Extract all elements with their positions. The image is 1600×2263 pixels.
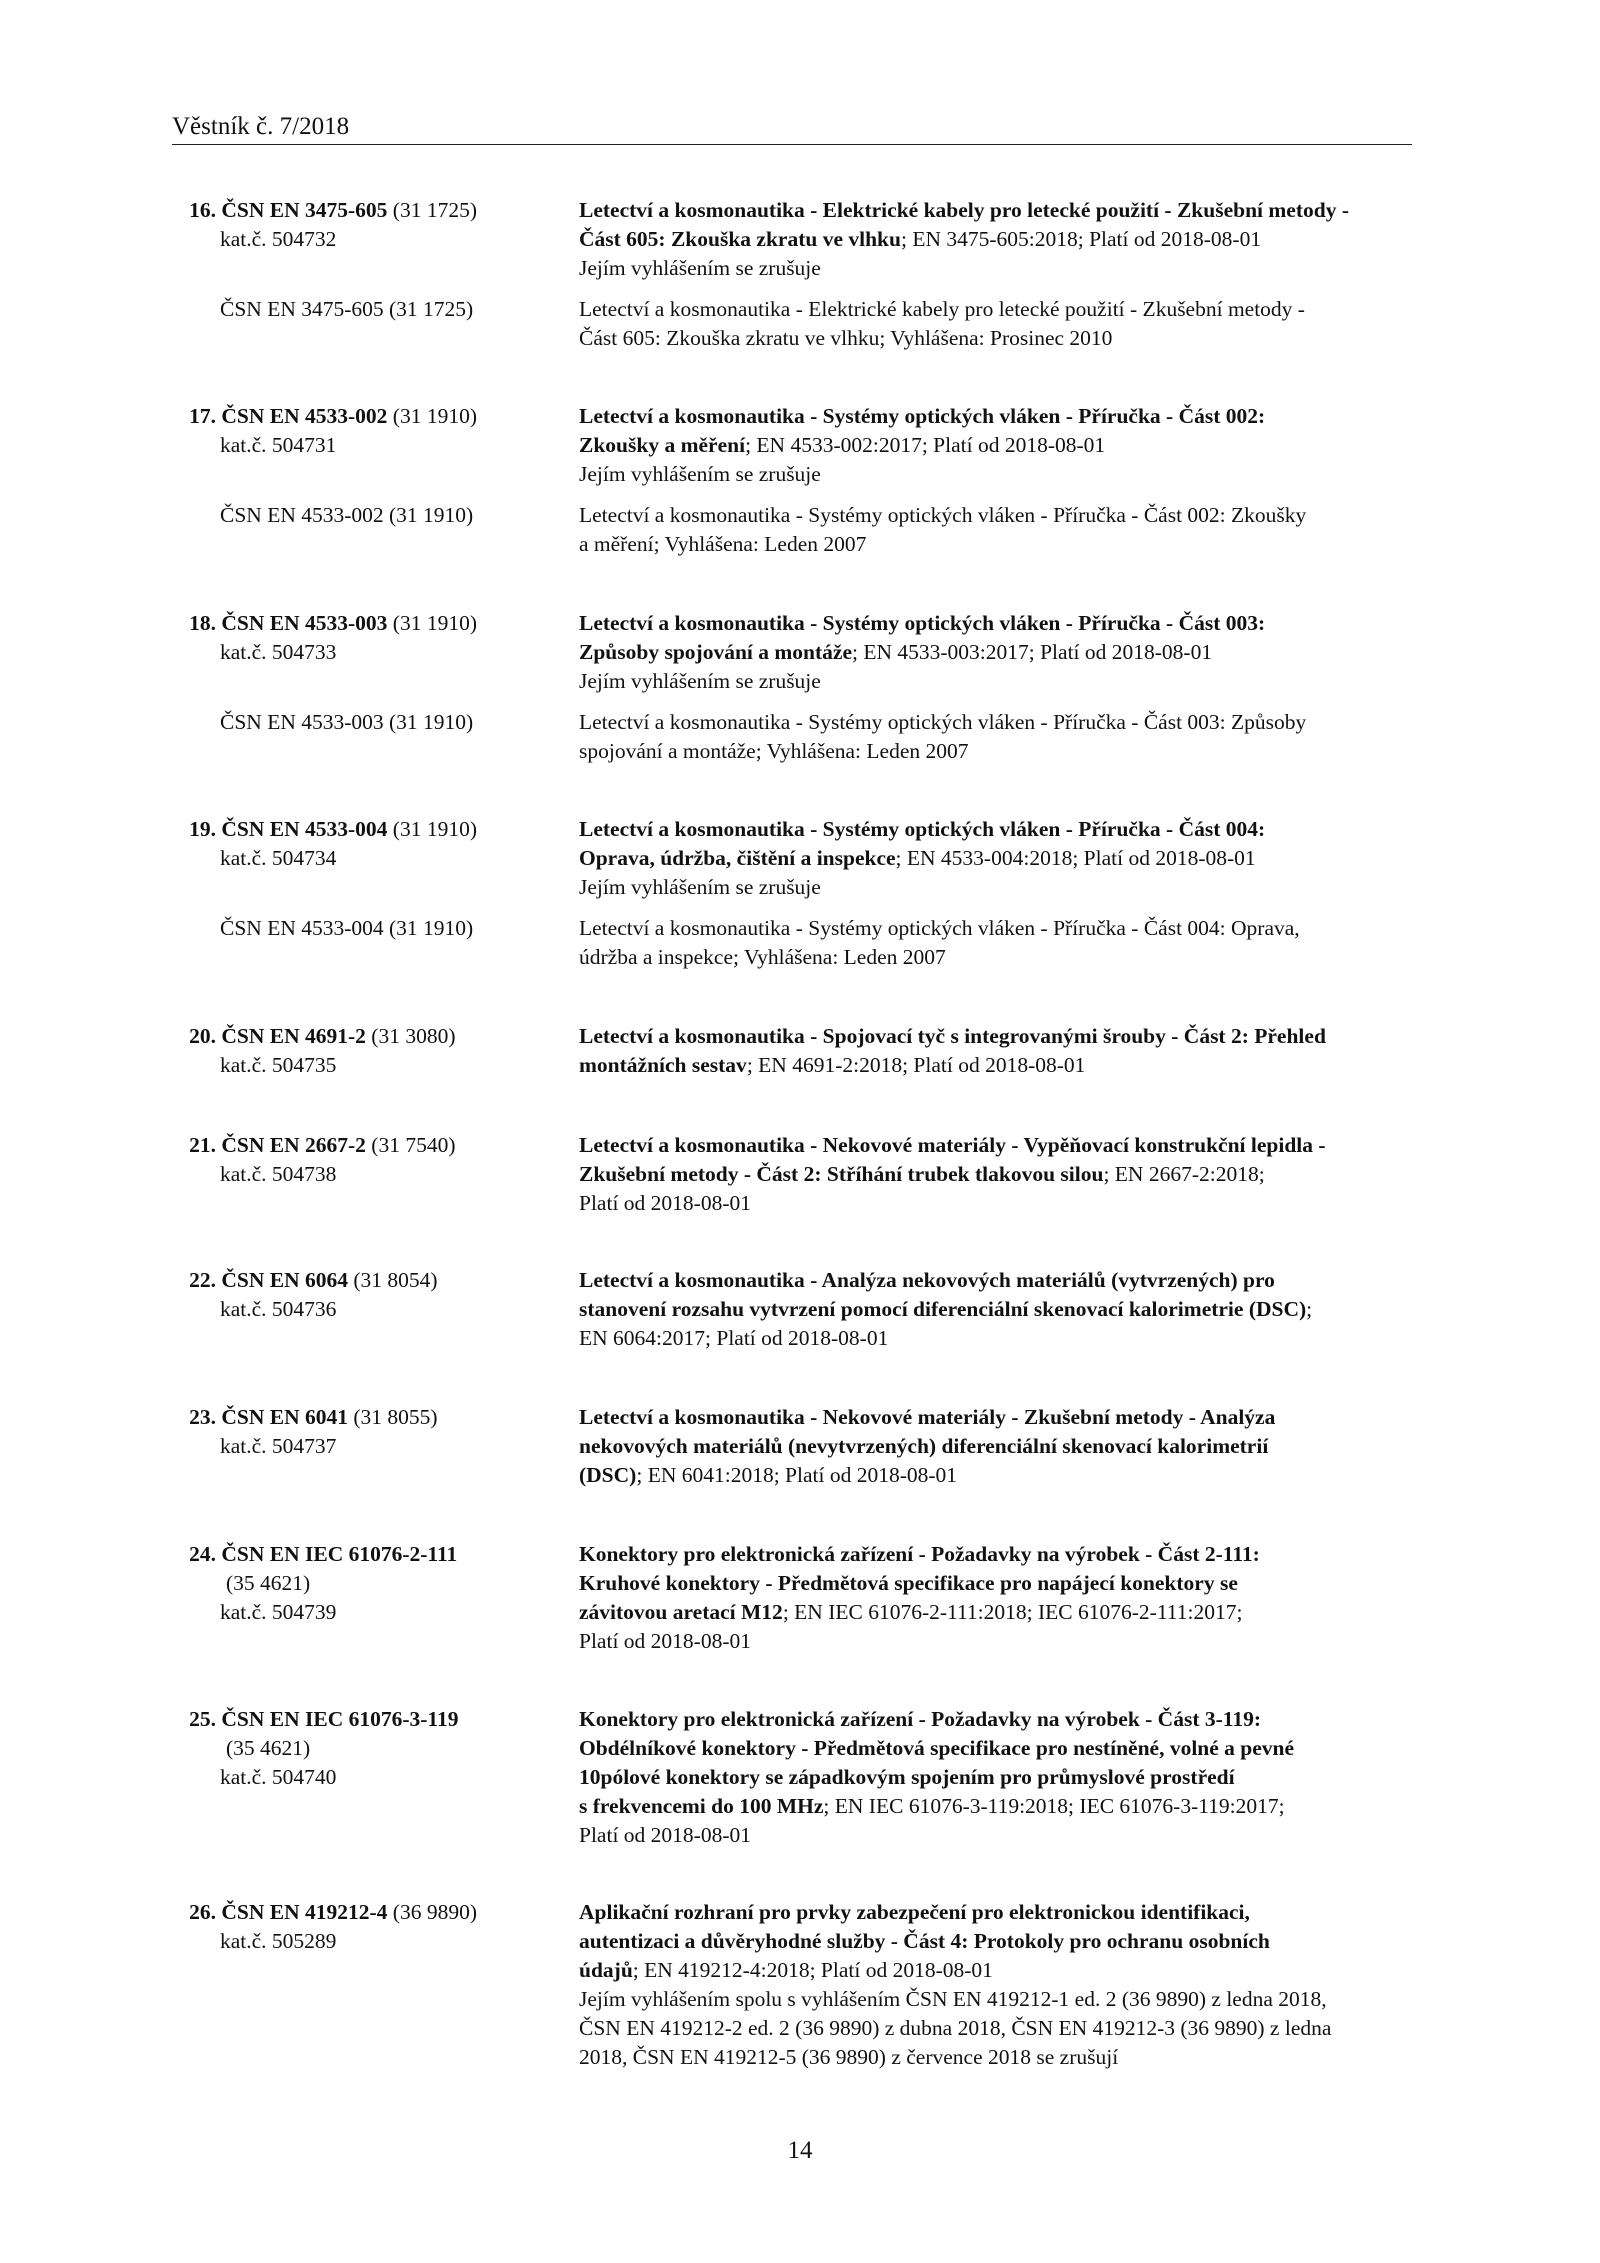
title-line: Aplikační rozhraní pro prvky zabezpečení pro elektronickou identifikaci, (579, 1900, 1250, 1924)
entry-description (579, 1131, 1412, 1218)
class-code: (31 7540) (371, 1133, 456, 1157)
title-details: Platí od 2018-08-01 (579, 1823, 751, 1847)
title-details: ; EN 3475-605:2018; Platí od 2018-08-01 (900, 227, 1262, 251)
class-code: (35 4621) (226, 1736, 311, 1760)
replaces-note: Jejím vyhlášením se zrušuje (579, 462, 821, 486)
catalog-number: kat.č. 504735 (220, 1053, 337, 1077)
entry-identifier (172, 1540, 572, 1627)
title-line: 10pólové konektory se západkovým spojením pro průmyslové prostředí (579, 1765, 1235, 1789)
replaced-standard-code: ČSN EN 4533-003 (31 1910) (220, 710, 474, 734)
replaced-standard-code-wrap (172, 708, 572, 737)
title-details: ; EN 4533-002:2017; Platí od 2018-08-01 (745, 433, 1106, 457)
entry-number: 16. (189, 198, 216, 222)
class-code: (31 1910) (392, 404, 477, 428)
entry-identifier (172, 609, 572, 667)
title-details: EN 6064:2017; Platí od 2018-08-01 (579, 1326, 889, 1350)
entry-identifier (172, 815, 572, 873)
replaced-line: spojování a montáže; Vyhlášena: Leden 2007 (579, 739, 969, 763)
title-details: ; EN 419212-4:2018; Platí od 2018-08-01 (632, 1958, 993, 1982)
entry-number: 21. (189, 1133, 216, 1157)
class-code: (31 1910) (392, 611, 477, 635)
standard-code: ČSN EN 3475-605 (221, 198, 388, 222)
title-line: montážních sestav (579, 1053, 747, 1077)
title-line: s frekvencemi do 100 MHz (579, 1794, 824, 1818)
title-line: Oprava, údržba, čištění a inspekce (579, 846, 896, 870)
replaced-line: Letectví a kosmonautika - Systémy optických vláken - Příručka - Část 004: Oprava, (579, 916, 1300, 940)
entry-number: 22. (189, 1268, 216, 1292)
entry-description (579, 1898, 1412, 2072)
entry-description (579, 1022, 1412, 1080)
standard-code: ČSN EN 419212-4 (221, 1900, 388, 1924)
standard-code: ČSN EN 6064 (221, 1268, 349, 1292)
title-details: ; EN 4691-2:2018; Platí od 2018-08-01 (746, 1053, 1086, 1077)
entry-identifier (172, 402, 572, 460)
replaced-standard-description (579, 914, 1412, 972)
class-code: (36 9890) (392, 1900, 477, 1924)
title-line: Letectví a kosmonautika - Elektrické kabely pro letecké použití - Zkušební metody - (579, 198, 1350, 222)
header-rule (172, 144, 1412, 145)
replaced-standard-code-wrap (172, 501, 572, 530)
replaced-standard-description (579, 708, 1412, 766)
title-line: Zkušební metody - Část 2: Stříhání trubek tlakovou silou (579, 1162, 1104, 1186)
title-line: Způsoby spojování a montáže (579, 640, 852, 664)
catalog-number: kat.č. 504737 (220, 1434, 337, 1458)
title-line: Konektory pro elektronická zařízení - Požadavky na výrobek - Část 3-119: (579, 1707, 1261, 1731)
entry-description (579, 1266, 1412, 1353)
catalog-number: kat.č. 504732 (220, 227, 337, 251)
title-line: Obdélníkové konektory - Předmětová specifikace pro nestíněné, volné a pevné (579, 1736, 1295, 1760)
standard-code: ČSN EN 6041 (221, 1405, 349, 1429)
title-details: ; EN 4533-004:2018; Platí od 2018-08-01 (895, 846, 1256, 870)
replaced-standard-code-wrap (172, 295, 572, 324)
catalog-number: kat.č. 504740 (220, 1765, 337, 1789)
entry-description (579, 1403, 1412, 1490)
replaces-note: Jejím vyhlášením spolu s vyhlášením ČSN EN 419212-1 ed. 2 (36 9890) z ledna 2018, (579, 1987, 1327, 2011)
replaced-line: Část 605: Zkouška zkratu ve vlhku; Vyhlášena: Prosinec 2010 (579, 326, 1113, 350)
standard-code: ČSN EN 4691-2 (221, 1024, 366, 1048)
replaces-note: Jejím vyhlášením se zrušuje (579, 875, 821, 899)
title-line: závitovou aretací M12 (579, 1600, 783, 1624)
title-line: Letectví a kosmonautika - Nekovové materiály - Vypěňovací konstrukční lepidla - (579, 1133, 1326, 1157)
class-code: (31 1725) (392, 198, 477, 222)
title-line: Letectví a kosmonautika - Spojovací tyč s integrovanými šrouby - Část 2: Přehled (579, 1024, 1326, 1048)
replaced-line: Letectví a kosmonautika - Systémy optických vláken - Příručka - Část 002: Zkoušky (579, 503, 1307, 527)
title-details: ; EN 6041:2018; Platí od 2018-08-01 (636, 1463, 958, 1487)
page-header: Věstník č. 7/2018 (172, 113, 350, 140)
entry-number: 24. (189, 1542, 216, 1566)
title-line: údajů (579, 1958, 633, 1982)
entry-description (579, 815, 1412, 902)
standard-code: ČSN EN IEC 61076-3-119 (221, 1707, 459, 1731)
title-line: (DSC) (579, 1463, 637, 1487)
title-line: Kruhové konektory - Předmětová specifikace pro napájecí konektory se (579, 1571, 1238, 1595)
catalog-number: kat.č. 504739 (220, 1600, 337, 1624)
title-details: Platí od 2018-08-01 (579, 1629, 751, 1653)
title-details: ; EN 2667-2:2018; (1103, 1162, 1265, 1186)
title-details: ; EN IEC 61076-2-111:2018; IEC 61076-2-111:2017; (782, 1600, 1243, 1624)
title-line: Část 605: Zkouška zkratu ve vlhku (579, 227, 901, 251)
title-line: stanovení rozsahu vytvrzení pomocí diferenciální skenovací kalorimetrie (DSC) (579, 1297, 1307, 1321)
entry-number: 19. (189, 817, 216, 841)
class-code: (31 1910) (392, 817, 477, 841)
title-line: Letectví a kosmonautika - Systémy optických vláken - Příručka - Část 003: (579, 611, 1266, 635)
entry-identifier (172, 196, 572, 254)
replaces-note: ČSN EN 419212-2 ed. 2 (36 9890) z dubna 2018, ČSN EN 419212-3 (36 9890) z ledna (579, 2016, 1332, 2040)
entry-number: 20. (189, 1024, 216, 1048)
catalog-number: kat.č. 504738 (220, 1162, 337, 1186)
entry-number: 23. (189, 1405, 216, 1429)
replaced-line: Letectví a kosmonautika - Elektrické kabely pro letecké použití - Zkušební metody - (579, 297, 1305, 321)
replaced-standard-description (579, 501, 1412, 559)
entry-description (579, 196, 1412, 283)
title-details: ; EN IEC 61076-3-119:2018; IEC 61076-3-119:2017; (823, 1794, 1285, 1818)
entry-description (579, 1540, 1412, 1656)
title-line: nekovových materiálů (nevytvrzených) diferenciální skenovací kalorimetrií (579, 1434, 1269, 1458)
catalog-number: kat.č. 504736 (220, 1297, 337, 1321)
entry-number: 17. (189, 404, 216, 428)
catalog-number: kat.č. 504734 (220, 846, 337, 870)
entry-description (579, 1705, 1412, 1850)
entry-identifier (172, 1022, 572, 1080)
replaced-standard-code: ČSN EN 4533-002 (31 1910) (220, 503, 474, 527)
replaced-line: a měření; Vyhlášena: Leden 2007 (579, 532, 867, 556)
entry-identifier (172, 1898, 572, 1956)
entry-description (579, 609, 1412, 696)
class-code: (31 3080) (371, 1024, 456, 1048)
standard-code: ČSN EN 4533-003 (221, 611, 388, 635)
entry-number: 26. (189, 1900, 216, 1924)
title-line: Zkoušky a měření (579, 433, 746, 457)
replaced-standard-description (579, 295, 1412, 353)
class-code: (35 4621) (226, 1571, 311, 1595)
title-line: Letectví a kosmonautika - Nekovové materiály - Zkušební metody - Analýza (579, 1405, 1276, 1429)
class-code: (31 8055) (353, 1405, 438, 1429)
standard-code: ČSN EN 4533-002 (221, 404, 388, 428)
replaced-standard-code-wrap (172, 914, 572, 943)
title-line: autentizaci a důvěryhodné služby - Část 4: Protokoly pro ochranu osobních (579, 1929, 1270, 1953)
replaced-line: Letectví a kosmonautika - Systémy optických vláken - Příručka - Část 003: Způsoby (579, 710, 1307, 734)
entry-number: 18. (189, 611, 216, 635)
entry-description (579, 402, 1412, 489)
page-number: 14 (787, 2137, 813, 2164)
catalog-number: kat.č. 504731 (220, 433, 337, 457)
replaces-note: Jejím vyhlášením se zrušuje (579, 256, 821, 280)
entry-identifier (172, 1266, 572, 1324)
title-line: Konektory pro elektronická zařízení - Požadavky na výrobek - Část 2-111: (579, 1542, 1260, 1566)
title-line: Letectví a kosmonautika - Systémy optických vláken - Příručka - Část 004: (579, 817, 1266, 841)
standard-code: ČSN EN 4533-004 (221, 817, 388, 841)
replaced-line: údržba a inspekce; Vyhlášena: Leden 2007 (579, 945, 946, 969)
entry-number: 25. (189, 1707, 216, 1731)
replaced-standard-code: ČSN EN 3475-605 (31 1725) (220, 297, 474, 321)
catalog-number: kat.č. 505289 (220, 1929, 337, 1953)
standard-code: ČSN EN IEC 61076-2-111 (221, 1542, 458, 1566)
title-details: Platí od 2018-08-01 (579, 1191, 751, 1215)
entry-identifier (172, 1705, 572, 1792)
replaces-note: 2018, ČSN EN 419212-5 (36 9890) z července 2018 se zrušují (579, 2045, 1119, 2069)
replaces-note: Jejím vyhlášením se zrušuje (579, 669, 821, 693)
title-details: ; EN 4533-003:2017; Platí od 2018-08-01 (851, 640, 1213, 664)
title-line: Letectví a kosmonautika - Systémy optických vláken - Příručka - Část 002: (579, 404, 1266, 428)
entry-identifier (172, 1403, 572, 1461)
title-line: Letectví a kosmonautika - Analýza nekovových materiálů (vytvrzených) pro (579, 1268, 1275, 1292)
class-code: (31 8054) (353, 1268, 438, 1292)
replaced-standard-code: ČSN EN 4533-004 (31 1910) (220, 916, 474, 940)
entry-identifier (172, 1131, 572, 1189)
standard-code: ČSN EN 2667-2 (221, 1133, 366, 1157)
catalog-number: kat.č. 504733 (220, 640, 337, 664)
title-details: ; (1306, 1297, 1313, 1321)
